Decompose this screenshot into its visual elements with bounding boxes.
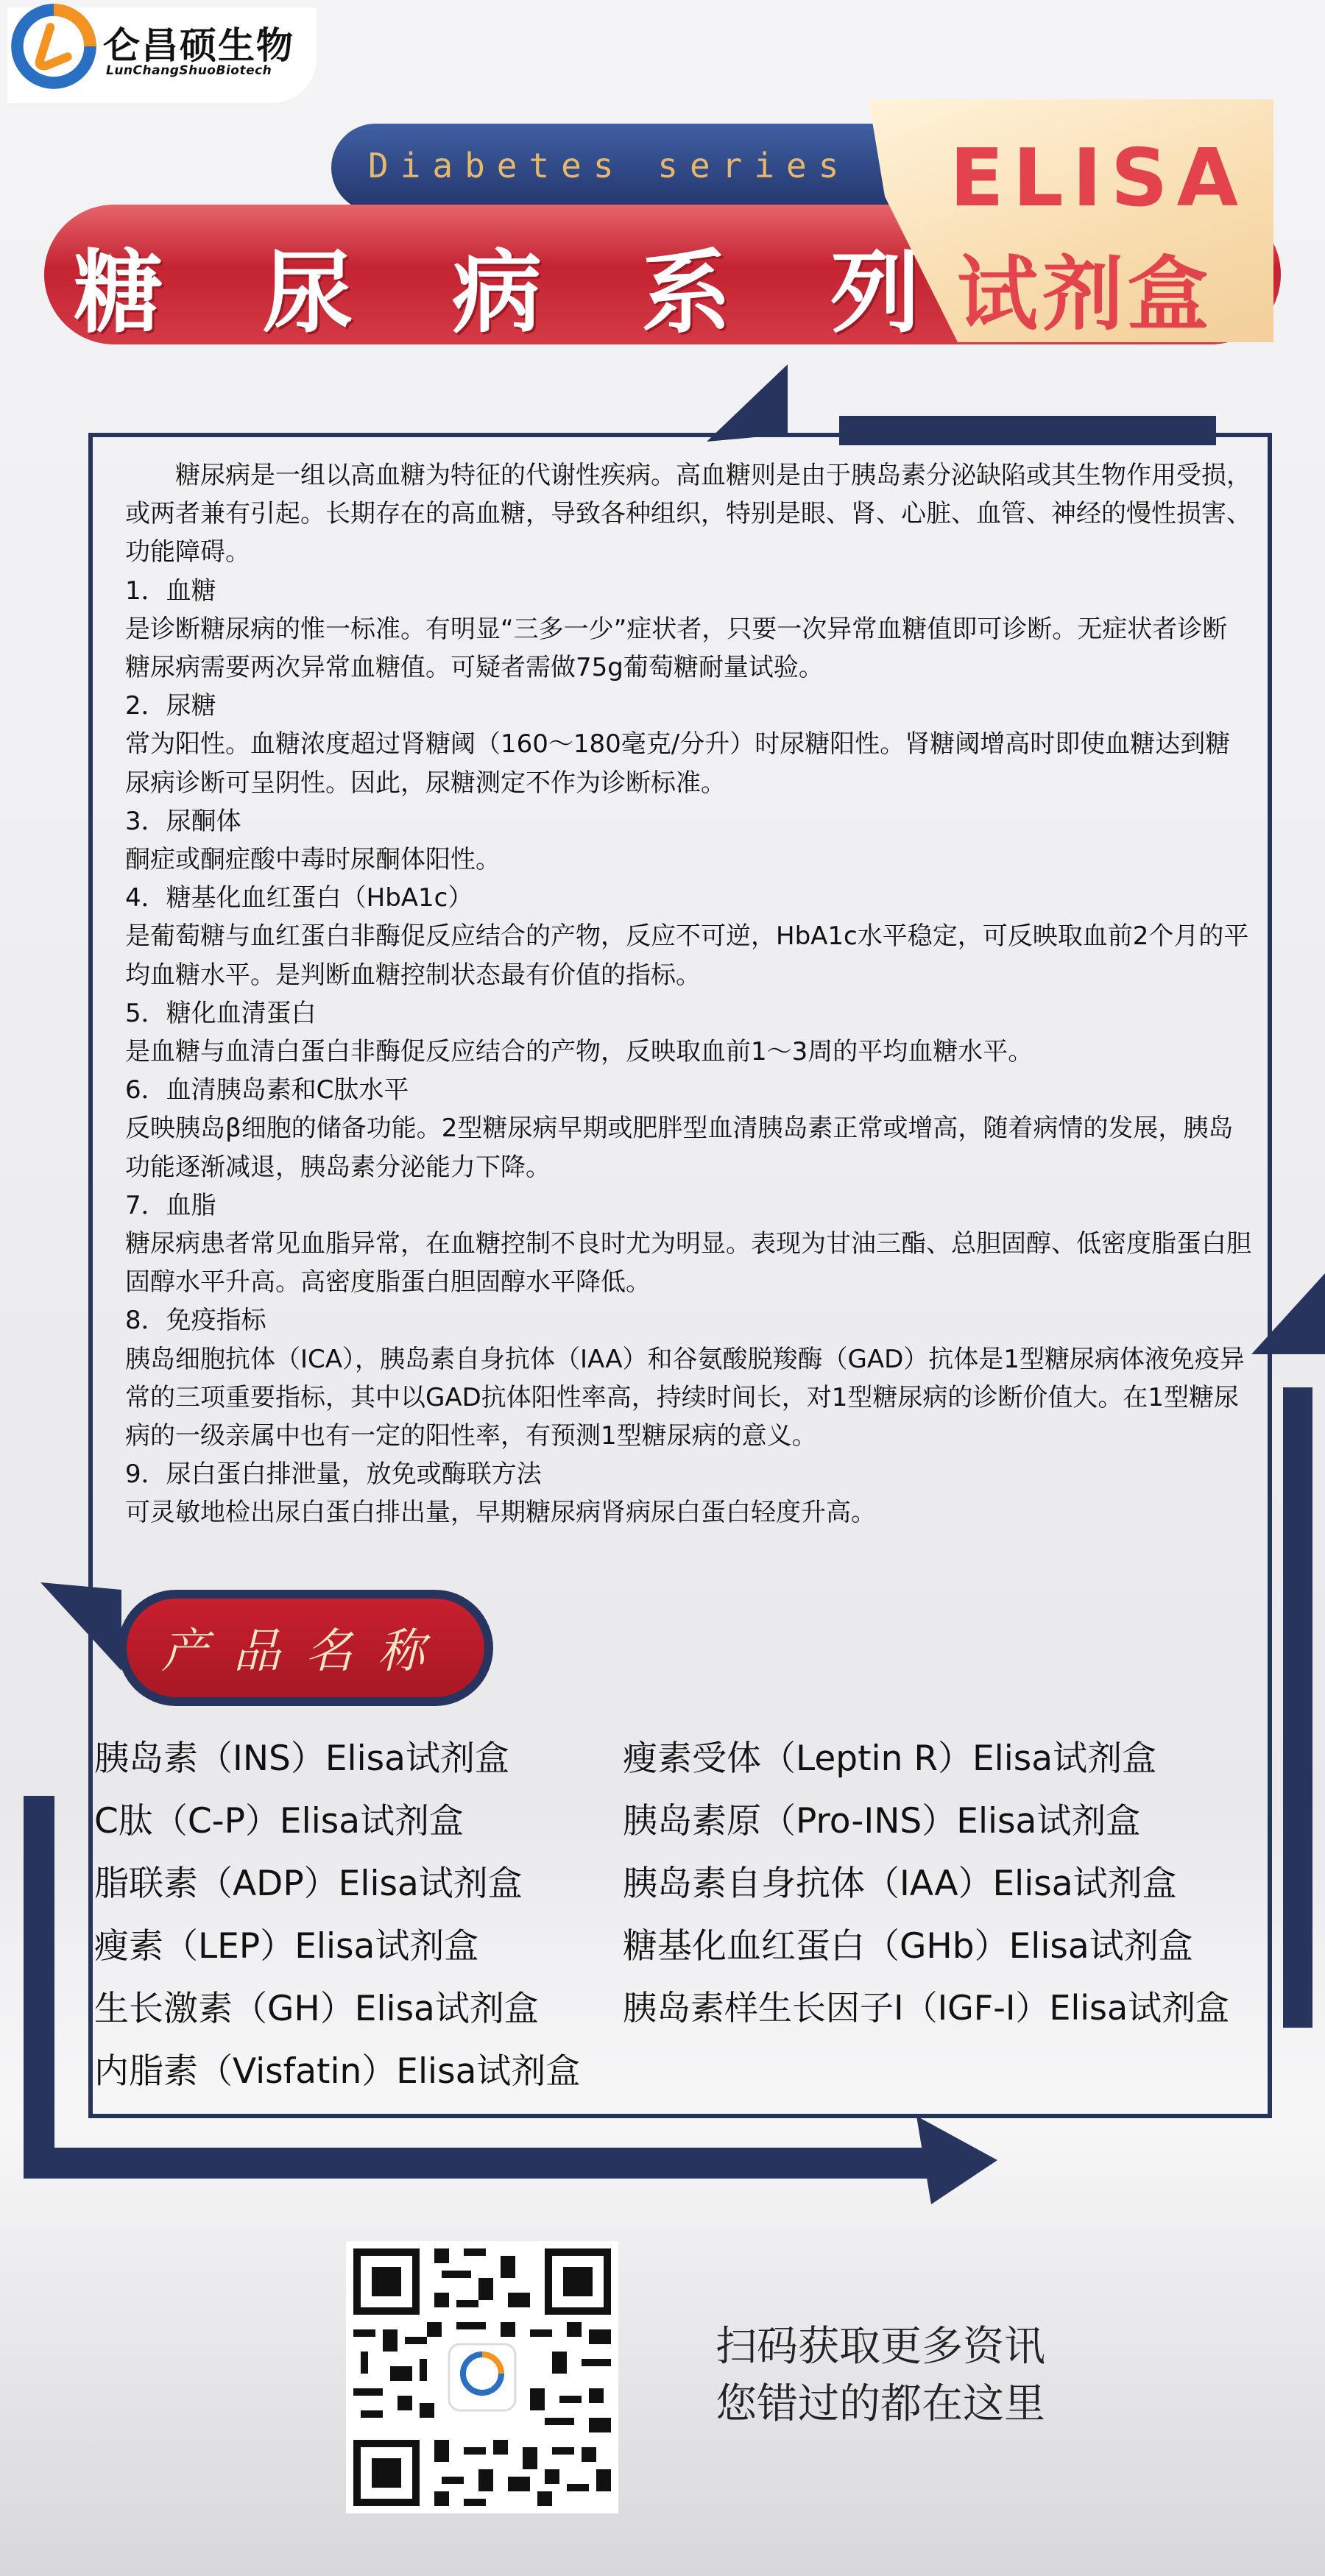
product-item: 胰岛素（INS）Elisa试剂盒 — [94, 1738, 509, 1779]
section-heading: 7．血脂 — [125, 1190, 216, 1220]
section-body: 是葡萄糖与血红蛋白非酶促反应结合的产物，反应不可逆，HbA1c水平稳定，可反映取血前2个月的平均血糖水平。是判断血糖控制状态最有价值的指标。 — [125, 921, 1249, 990]
qr-code-icon[interactable] — [346, 2241, 618, 2513]
banner-title-char: 列 — [830, 239, 920, 345]
section-body: 常为阳性。血糖浓度超过肾糖阈（160～180毫克/分升）时尿糖阳性。肾糖阈增高时即使血糖达到糖尿病诊断可呈阴性。因此，尿糖测定不作为诊断标准。 — [125, 729, 1231, 798]
section-heading: 3．尿酮体 — [125, 806, 241, 836]
product-item: 胰岛素原（Pro-INS）Elisa试剂盒 — [623, 1801, 1141, 1841]
product-title: 产品名称 — [161, 1624, 450, 1679]
section-body: 反映胰岛β细胞的储备功能。2型糖尿病早期或肥胖型血清胰岛素正常或增高，随着病情的发展，胰岛功能逐渐减退，胰岛素分泌能力下降。 — [125, 1114, 1234, 1182]
qr-caption — [716, 2318, 1045, 2433]
section-body: 糖尿病患者常见血脂异常，在血糖控制不良时尤为明显。表现为甘油三酯、总胆固醇、低密度脂蛋白胆固醇水平升高。高密度脂蛋白胆固醇水平降低。 — [125, 1229, 1251, 1298]
section-body: 可灵敏地检出尿白蛋白排出量，早期糖尿病肾病尿白蛋白轻度升高。 — [125, 1498, 876, 1528]
product-item: 胰岛素自身抗体（IAA）Elisa试剂盒 — [623, 1864, 1177, 1904]
section-heading: 5．糖化血清蛋白 — [125, 998, 317, 1028]
product-item: 脂联素（ADP）Elisa试剂盒 — [94, 1864, 523, 1904]
product-item: 内脂素（Visfatin）Elisa试剂盒 — [94, 2051, 581, 2092]
banner-title — [74, 221, 920, 350]
section-heading: 8．免疫指标 — [125, 1306, 266, 1336]
series-label: Diabetes series — [368, 146, 851, 185]
product-item: 生长激素（GH）Elisa试剂盒 — [94, 1989, 539, 2029]
product-item: 糖基化血红蛋白（GHb）Elisa试剂盒 — [623, 1926, 1193, 1967]
elisa-heading: ELISA — [950, 132, 1248, 224]
section-heading: 1．血糖 — [125, 576, 216, 606]
section-heading: 2．尿糖 — [125, 691, 216, 721]
banner-title-char: 尿 — [263, 239, 353, 345]
intro-paragraph: 糖尿病是一组以高血糖为特征的代谢性疾病。高血糖则是由于胰岛素分泌缺陷或其生物作用受损，或两者兼有引起。长期存在的高血糖，导致各种组织，特别是眼、肾、心脏、血管、神经的慢性损害、功能障碍。 — [125, 461, 1251, 567]
triangle-decoration-icon — [1251, 1273, 1325, 1362]
section-body: 酮症或酮症酸中毒时尿酮体阳性。 — [125, 845, 501, 875]
company-logo-icon — [10, 3, 97, 90]
banner-title-char: 系 — [641, 239, 731, 345]
section-heading: 9．尿白蛋白排泄量，放免或酶联方法 — [125, 1459, 542, 1490]
section-body: 是血糖与血清白蛋白非酶促反应结合的产物，反映取血前1～3周的平均血糖水平。 — [125, 1037, 1034, 1067]
intro-text — [125, 456, 1251, 1532]
triangle-decoration-icon — [916, 2116, 1005, 2204]
frame-left-bar — [24, 1796, 54, 2179]
frame-bottom-bar — [24, 2148, 944, 2179]
banner-title-char: 糖 — [74, 239, 163, 345]
qr-caption-line: 您错过的都在这里 — [716, 2380, 1045, 2428]
banner-title-char: 病 — [452, 239, 542, 345]
company-name-en: LunChangShuoBiotech — [106, 63, 272, 78]
product-item: 瘦素受体（Leptin R）Elisa试剂盒 — [623, 1738, 1157, 1779]
section-body: 胰岛细胞抗体（ICA），胰岛素自身抗体（IAA）和谷氨酸脱羧酶（GAD）抗体是1型糖尿病体液免疫异常的三项重要指标，其中以GAD抗体阳性率高，持续时间长，对1型糖尿病的诊断价值大。在1型糖尿病的一级亲属中也有一定的阳性率，有预测1型糖尿病的意义。 — [125, 1344, 1245, 1451]
qr-caption-line: 扫码获取更多资讯 — [716, 2323, 1045, 2371]
section-heading: 4．糖基化血红蛋白（HbA1c） — [125, 883, 473, 913]
product-item: 瘦素（LEP）Elisa试剂盒 — [94, 1926, 479, 1967]
section-heading: 6．血清胰岛素和C肽水平 — [125, 1075, 409, 1105]
triangle-decoration-icon — [692, 364, 788, 449]
section-body: 是诊断糖尿病的惟一标准。有明显“三多一少”症状者，只要一次异常血糖值即可诊断。无症状者诊断糖尿病需要两次异常血糖值。可疑者需做75g葡萄糖耐量试验。 — [125, 614, 1228, 683]
product-item: C肽（C-P）Elisa试剂盒 — [94, 1801, 464, 1841]
product-item: 胰岛素样生长因子I（IGF-I）Elisa试剂盒 — [623, 1988, 1230, 2028]
company-name-cn: 仑昌硕生物 — [103, 24, 294, 67]
frame-top-bar — [839, 416, 1216, 445]
kit-heading: 试剂盒 — [957, 247, 1213, 342]
frame-right-bar — [1283, 1387, 1312, 2028]
triangle-decoration-icon — [40, 1575, 129, 1671]
